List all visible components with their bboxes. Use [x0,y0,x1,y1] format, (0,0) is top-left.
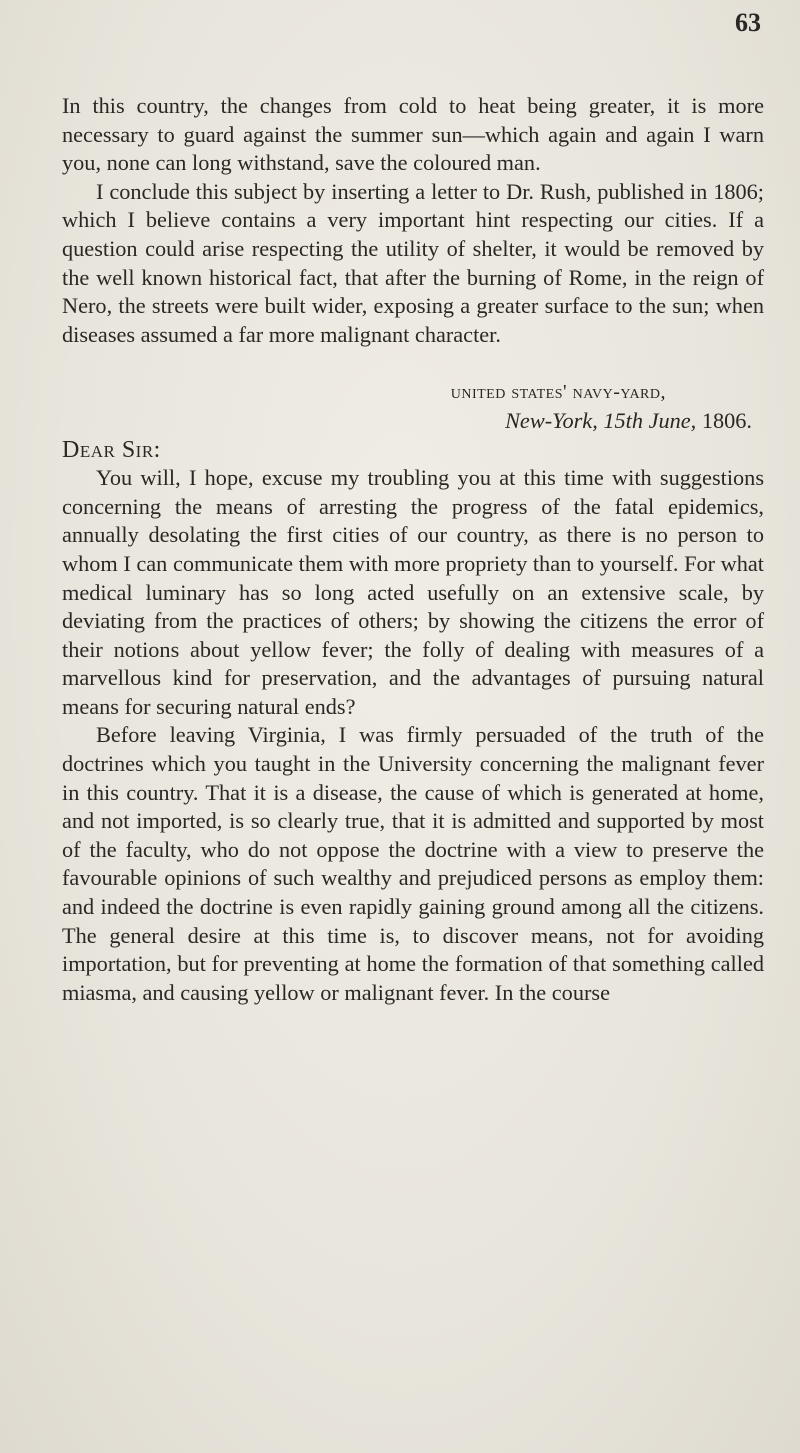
letter-year: 1806. [701,407,752,433]
letter-paragraph-1: You will, I hope, excuse my troubling you at this time with suggestions concerning the means of arresting the progress of the fatal epidemics, annually desolating the first cities of our country, as there is no person to whom I can communicate them with more propriety than to yourself. For what medical luminary has so long acted usefully on an extensive scale, by deviating from the practices of others; by showing the citizens the error of their notions about yellow fever; the folly of dealing with measures of a marvellous kind for preservation, and the advantages of pursuing natural means for securing natural ends? [62,465,764,719]
letter-heading-text: united states' navy-yard, [450,381,666,404]
letter-dateline [62,407,764,436]
letter-paragraph-2: Before leaving Virginia, I was firmly persuaded of the truth of the doctrines which you taught in the University concerning the malignant fever in this country. That it is a disease, the cause of which is generated at home, and not imported, is so clearly true, that it is admitted and supported by most of the faculty, who do not oppose the doctrine with a view to preserve the favourable opinions of such wealthy and prejudiced persons as employ them: and indeed the doctrine is even rapidly gaining ground among all the citizens. The general desire at this time is, to discover means, not for avoiding importation, but for preventing at home the formation of that something called miasma, and causing yellow or malignant fever. In the course [62,722,764,1005]
letter-salutation: Dear Sir: [62,436,161,463]
paragraph-2: I conclude this subject by inserting a letter to Dr. Rush, published in 1806; which I believe contains a very important hint respecting our cities. If a question could arise respecting the utility of shelter, it would be removed by the well known historical fact, that after the burning of Rome, in the reign of Nero, the streets were built wider, exposing a greater surface to the sun; when diseases assumed a far more malignant character. [62,178,764,347]
letter-date: 15th June, [603,407,697,433]
body-text [62,92,764,1007]
page-number: 63 [735,8,761,37]
letter-place: New-York, [505,407,598,433]
letter-heading [62,377,764,407]
paragraph-1: In this country, the changes from cold to heat being greater, it is more necessary to guard against the summer sun—which again and again I warn you, none can long withstand, save the coloured man. [62,93,764,176]
